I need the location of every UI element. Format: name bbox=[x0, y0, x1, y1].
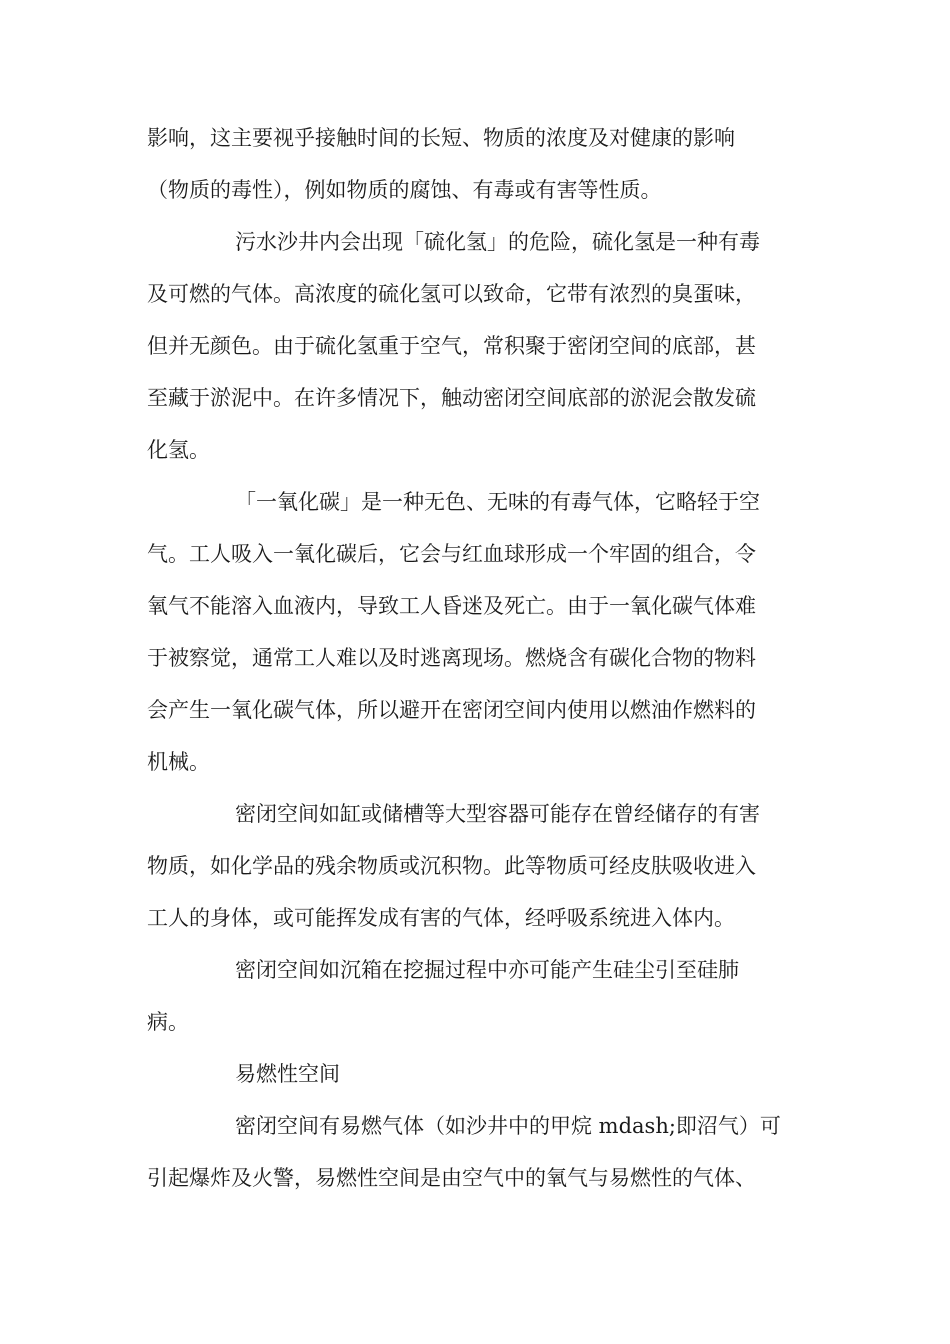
paragraph-start-line: 「一氧化碳」是一种无色、无味的有毒气体，它略轻于空 bbox=[235, 490, 760, 514]
text-line: 病。 bbox=[147, 1010, 189, 1034]
text-line: 气。工人吸入一氧化碳后，它会与红血球形成一个牢固的组合，令 bbox=[147, 542, 756, 566]
text-line: 工人的身体，或可能挥发成有害的气体，经呼吸系统进入体内。 bbox=[147, 906, 735, 930]
text-line: 物质，如化学品的残余物质或沉积物。此等物质可经皮肤吸收进入 bbox=[147, 854, 756, 878]
paragraph-start-line: 密闭空间如缸或储槽等大型容器可能存在曾经储存的有害 bbox=[235, 802, 760, 826]
paragraph-start-line: 密闭空间有易燃气体（如沙井中的甲烷 mdash;即沼气）可 bbox=[235, 1114, 781, 1138]
text-line: 但并无颜色。由于硫化氢重于空气，常积聚于密闭空间的底部，甚 bbox=[147, 334, 756, 358]
paragraph-start-line: 污水沙井内会出现「硫化氢」的危险，硫化氢是一种有毒 bbox=[235, 230, 760, 254]
text-line: （物质的毒性），例如物质的腐蚀、有毒或有害等性质。 bbox=[147, 178, 662, 202]
text-line: 于被察觉，通常工人难以及时逃离现场。燃烧含有碳化合物的物料 bbox=[147, 646, 756, 670]
text-line: 会产生一氧化碳气体，所以避开在密闭空间内使用以燃油作燃料的 bbox=[147, 698, 756, 722]
section-heading: 易燃性空间 bbox=[235, 1062, 340, 1086]
text-line: 引起爆炸及火警，易燃性空间是由空气中的氧气与易燃性的气体、 bbox=[147, 1166, 756, 1190]
text-line: 氧气不能溶入血液内，导致工人昏迷及死亡。由于一氧化碳气体难 bbox=[147, 594, 756, 618]
text-line: 化氢。 bbox=[147, 438, 210, 462]
text-line: 及可燃的气体。高浓度的硫化氢可以致命，它带有浓烈的臭蛋味， bbox=[147, 282, 756, 306]
text-line: 影响，这主要视乎接触时间的长短、物质的浓度及对健康的影响 bbox=[147, 126, 735, 150]
body-text bbox=[147, 112, 807, 1204]
paragraph-start-line: 密闭空间如沉箱在挖掘过程中亦可能产生硅尘引至硅肺 bbox=[235, 958, 739, 982]
text-line: 机械。 bbox=[147, 750, 210, 774]
text-line: 至藏于淤泥中。在许多情况下，触动密闭空间底部的淤泥会散发硫 bbox=[147, 386, 756, 410]
